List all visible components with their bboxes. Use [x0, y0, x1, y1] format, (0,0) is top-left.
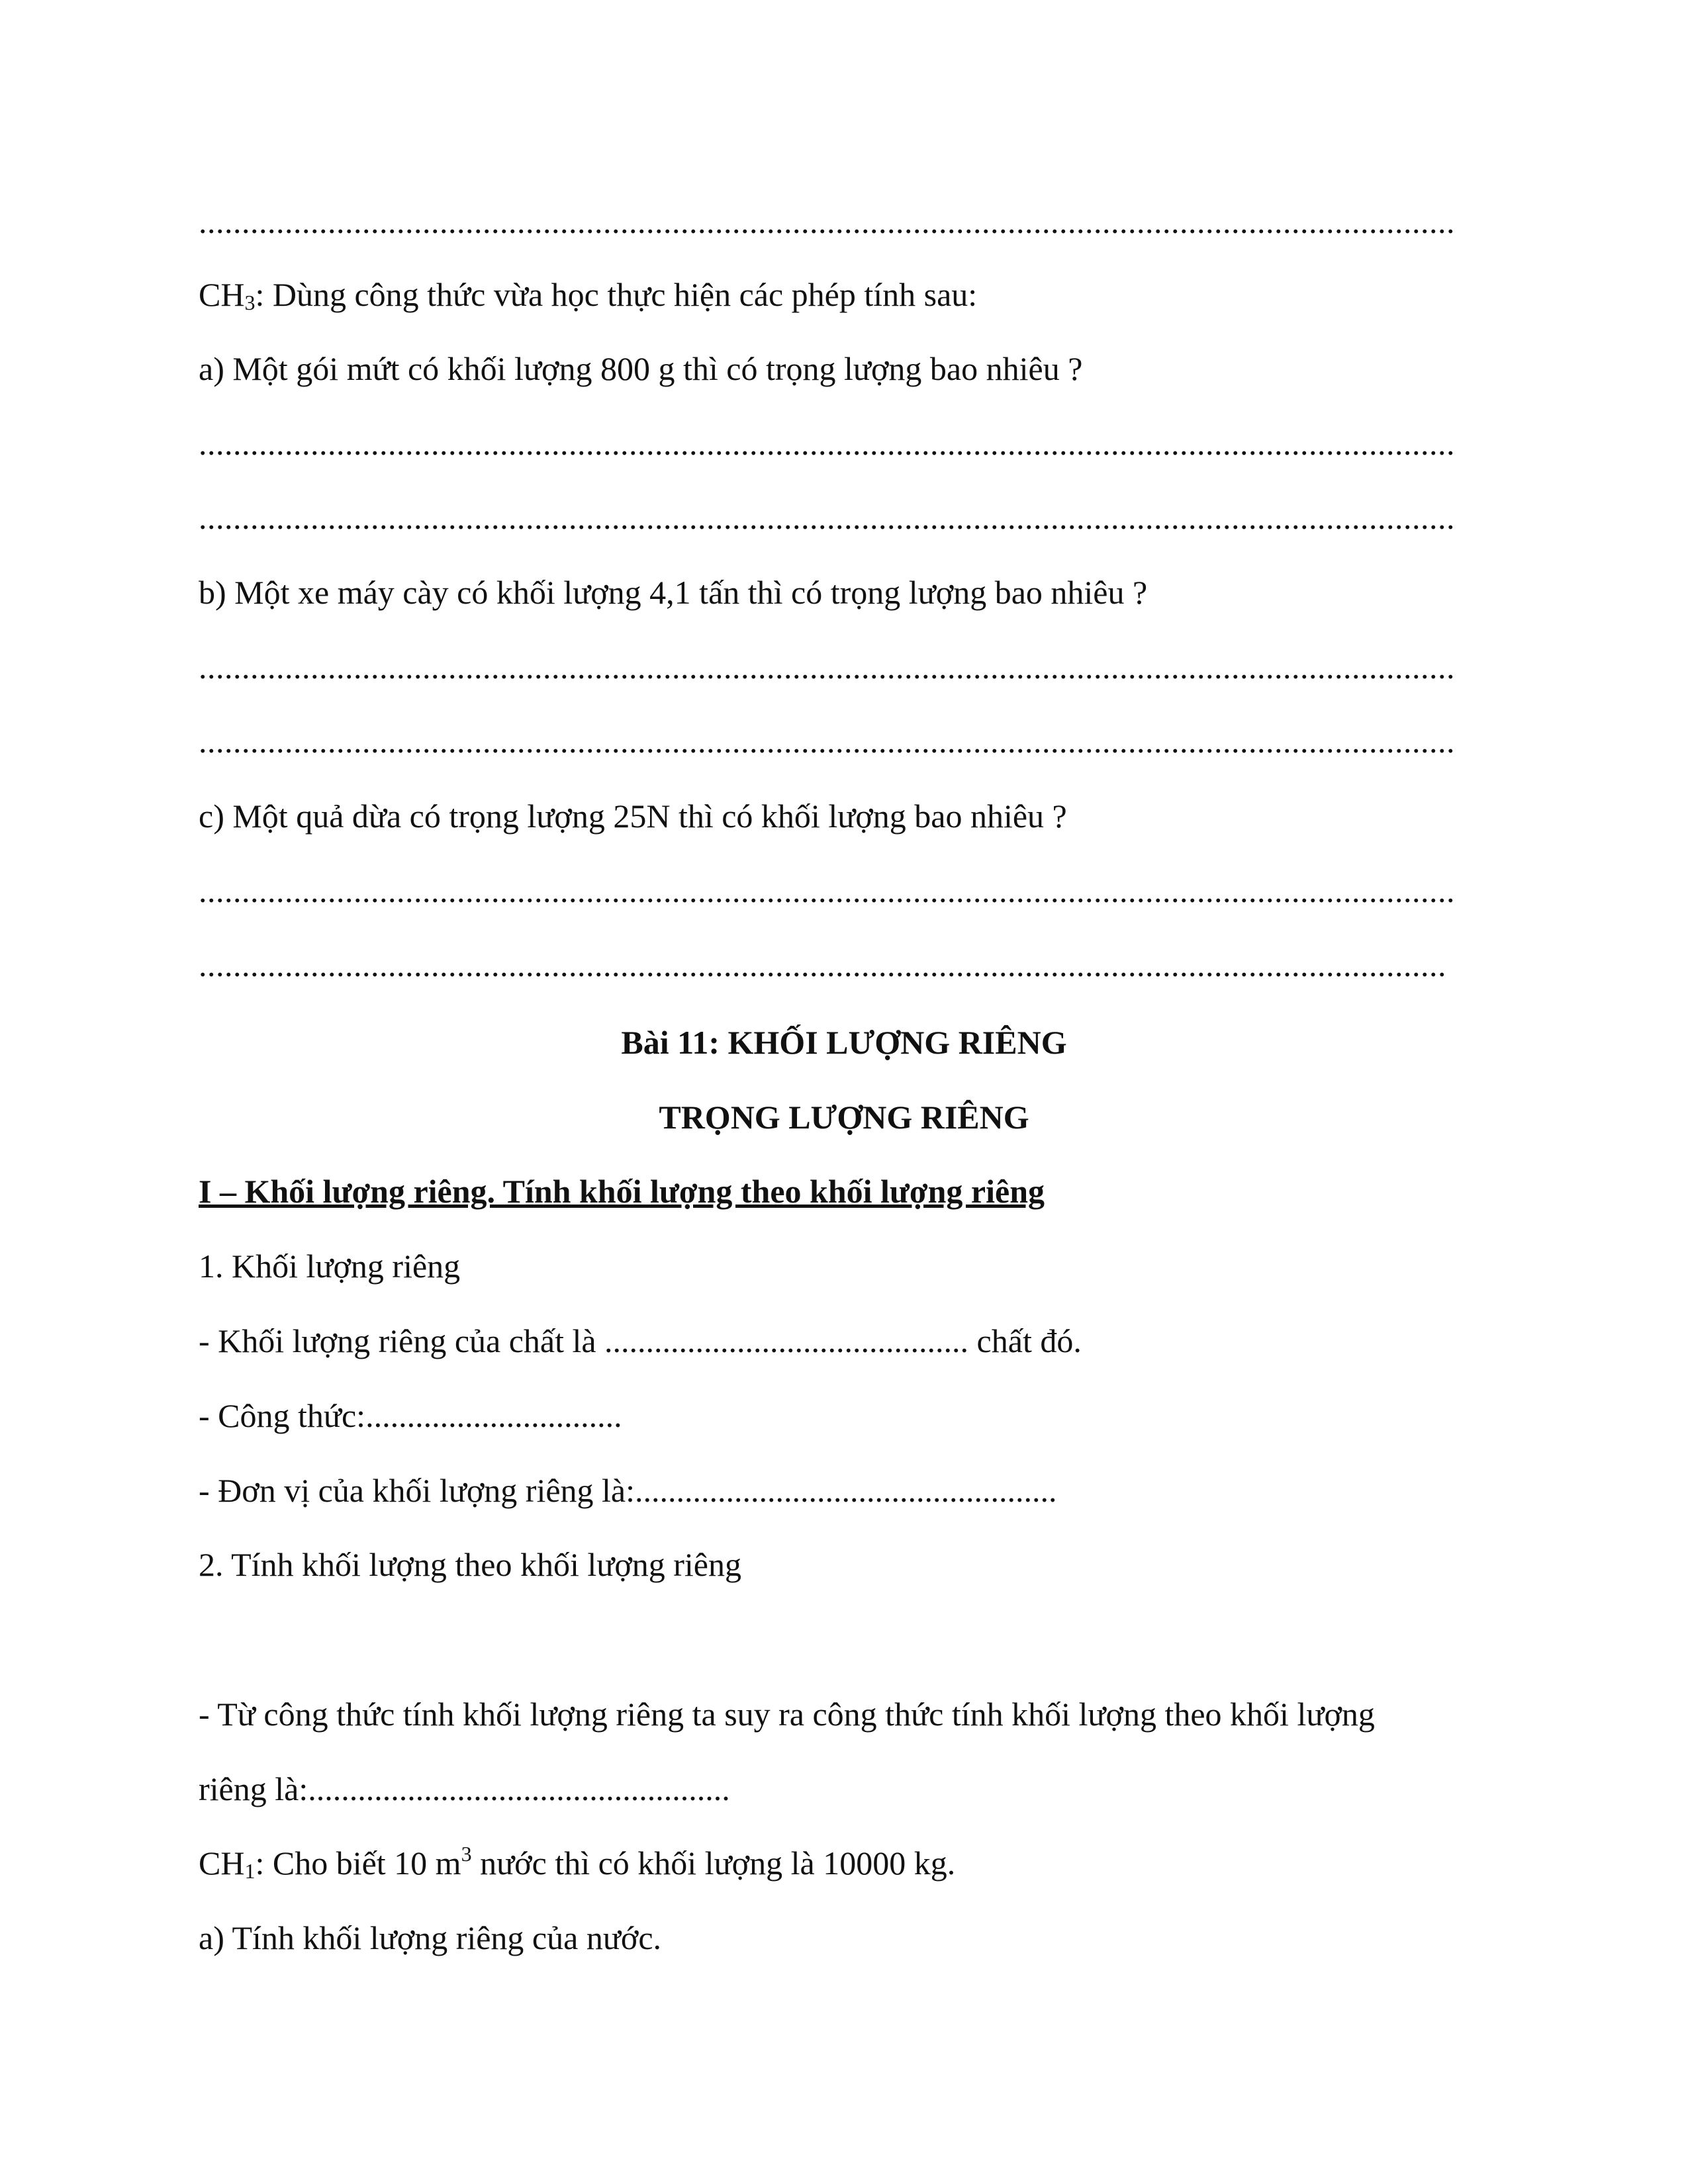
- answer-dots-line: ..................................................................................................................................................: [199, 649, 1455, 686]
- ch1-text: : Cho biết 10 m: [255, 1844, 461, 1882]
- derivation-line: - Từ công thức tính khối lượng riêng ta suy ra công thức tính khối lượng theo khối lượng: [199, 1696, 1375, 1733]
- answer-dots-line: ..................................................................................................................................................: [199, 872, 1455, 909]
- question-b: b) Một xe máy cày có khối lượng 4,1 tấn thì có trọng lượng bao nhiêu ?: [199, 574, 1148, 611]
- ch3-text: : Dùng công thức vừa học thực hiện các phép tính sau:: [255, 276, 978, 313]
- answer-dots-line: ..................................................................................................................................................: [199, 203, 1455, 240]
- question-ch1-a: a) Tính khối lượng riêng của nước.: [199, 1919, 662, 1956]
- answer-dots-line: ..................................................................................................................................................: [199, 723, 1455, 760]
- ch1-text-end: nước thì có khối lượng là 10000 kg.: [471, 1844, 956, 1882]
- subsection-heading: 2. Tính khối lượng theo khối lượng riêng: [199, 1546, 741, 1583]
- lesson-subtitle: TRỌNG LƯỢNG RIÊNG: [659, 1099, 1029, 1136]
- answer-dots-line: ..................................................................................................................................................: [199, 499, 1455, 536]
- question-c: c) Một quả dừa có trọng lượng 25N thì có khối lượng bao nhiêu ?: [199, 797, 1067, 835]
- answer-dots-line: ..................................................................................................................................................: [199, 425, 1455, 462]
- question-a: a) Một gói mứt có khối lượng 800 g thì có trọng lượng bao nhiêu ?: [199, 350, 1083, 387]
- ch3-subscript: 3: [244, 291, 256, 314]
- lesson-title: Bài 11: KHỐI LƯỢNG RIÊNG: [621, 1024, 1067, 1061]
- formula-line: - Công thức:...............................: [199, 1397, 622, 1434]
- unit-line: - Đơn vị của khối lượng riêng là:...................................................: [199, 1472, 1057, 1509]
- question-ch3: [199, 275, 977, 314]
- subsection-heading: 1. Khối lượng riêng: [199, 1248, 461, 1285]
- question-ch1: [199, 1843, 955, 1883]
- section-heading: I – Khối lượng riêng. Tính khối lượng theo khối lượng riêng: [199, 1173, 1045, 1210]
- derivation-line: riêng là:...................................................: [199, 1770, 730, 1807]
- ch1-label: CH: [199, 1844, 245, 1882]
- answer-dots-line: .................................................................................................................................................: [199, 946, 1446, 983]
- ch1-superscript: 3: [461, 1842, 472, 1866]
- ch1-subscript: 1: [244, 1859, 256, 1883]
- ch3-label: CH: [199, 276, 245, 313]
- definition-line: - Khối lượng riêng của chất là ............................................ chất đó.: [199, 1322, 1082, 1359]
